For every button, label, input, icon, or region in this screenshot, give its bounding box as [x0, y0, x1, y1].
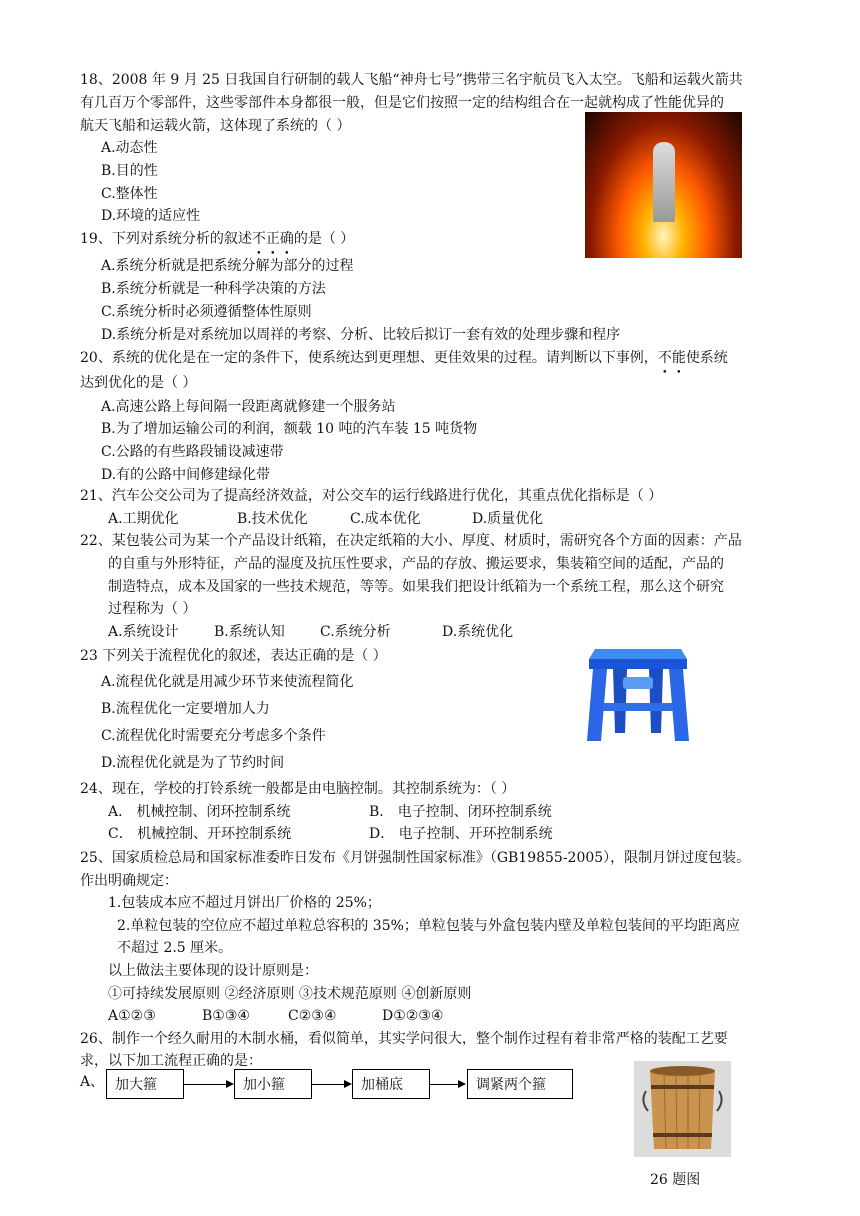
q25-option: B①③④ — [202, 1008, 250, 1024]
q20-stem — [80, 348, 728, 368]
q25-rule: 2.单粒包装的空位应不超过单粒总容积的 35%；单粒包装与外盒包装内壁及单粒包装间的平均距离应 — [117, 918, 740, 934]
q20-option: D.有的公路中间修建绿化带 — [101, 467, 271, 483]
emphasis-char: 正 — [265, 231, 280, 247]
q26-line: 26、制作一个经久耐用的木制水桶，看似简单，其实学问很大，整个制作过程有着非常严格的装配工艺要 — [80, 1031, 728, 1047]
q26-option-label: A、 — [80, 1074, 105, 1090]
q19-option: C.系统分析时必须遵循整体性原则 — [101, 304, 312, 320]
q23-option: B.流程优化一定要增加人力 — [101, 701, 270, 717]
flow-step: 加桶底 — [352, 1069, 430, 1099]
q23-stem: 23 下列关于流程优化的叙述，表达正确的是（ ） — [80, 648, 387, 664]
q25-line: 25、国家质检总局和国家标准委昨日发布《月饼强制性国家标准》（GB19855-2005），限制月饼过度包装。 — [80, 850, 751, 866]
q21-option: C.成本优化 — [350, 511, 421, 527]
q23-option: D.流程优化就是为了节约时间 — [101, 755, 285, 771]
q19-stem — [80, 229, 354, 249]
figure-caption: 26 题图 — [650, 1172, 701, 1188]
q18-line: 有几百万个零部件，这些零部件本身都很一般，但是它们按照一定的结构组合在一起就构成了性能优异的 — [80, 95, 724, 111]
q20-option: A.高速公路上每间隔一段距离就修建一个服务站 — [101, 399, 396, 415]
q22-option: C.系统分析 — [320, 624, 391, 640]
q19-stem-text: 的是（ ） — [293, 231, 355, 247]
q22-option: D.系统优化 — [442, 624, 514, 640]
q25-line: 作出明确规定： — [80, 873, 178, 889]
q25-option: A①②③ — [108, 1008, 156, 1024]
q19-option: B.系统分析就是一种科学决策的方法 — [101, 281, 326, 297]
q22-line: 22、某包装公司为某一个产品设计纸箱，在决定纸箱的大小、厚度、材质时，需研究各个方面的因素：产品 — [80, 533, 742, 549]
q22-option: A.系统设计 — [108, 624, 179, 640]
flow-step: 加小箍 — [234, 1069, 312, 1099]
q25-ask: 以上做法主要体现的设计原则是： — [108, 963, 318, 979]
q24-option: B． 电子控制、闭环控制系统 — [369, 804, 552, 820]
q21-option: B.技术优化 — [237, 511, 308, 527]
q18-option: B.目的性 — [101, 163, 158, 179]
q20-option: B.为了增加运输公司的利润，额载 10 吨的汽车装 15 吨货物 — [101, 421, 478, 437]
q26-line: 求，以下加工流程正确的是： — [80, 1053, 262, 1069]
q18-line: 18、2008 年 9 月 25 日我国自行研制的载人飞船“神舟七号”携带三名宇航员飞入太空。飞船和运载火箭共 — [80, 72, 743, 88]
q22-line: 制造特点，成本及国家的一些技术规范，等等。如果我们把设计纸箱为一个系统工程，那么这个研究 — [108, 579, 724, 595]
q19-option: A.系统分析就是把系统分解为部分的过程 — [101, 258, 354, 274]
q18-option: C.整体性 — [101, 186, 158, 202]
emphasis-char: 能 — [671, 350, 686, 366]
wooden-bucket-image — [634, 1061, 731, 1157]
q21-option: A.工期优化 — [108, 511, 179, 527]
q22-line: 的自重与外形特征，产品的湿度及抗压性要求，产品的存放、搬运要求，集装箱空间的适配，产品的 — [108, 556, 724, 572]
flow-arrow — [430, 1084, 464, 1085]
q20-option: C.公路的有些路段铺设减速带 — [101, 444, 284, 460]
q24-option: A． 机械控制、闭环控制系统 — [108, 804, 291, 820]
q25-rule: 1.包装成本应不超过月饼出厂价格的 25%； — [108, 895, 381, 911]
emphasis-char: 确 — [279, 231, 294, 247]
q24-option: D． 电子控制、开环控制系统 — [369, 826, 553, 842]
q18-option: D.环境的适应性 — [101, 208, 201, 224]
flow-step: 加大箍 — [106, 1069, 184, 1099]
flow-step: 调紧两个箍 — [467, 1069, 573, 1099]
q24-option: C． 机械控制、开环控制系统 — [108, 826, 292, 842]
q25-option: C②③④ — [288, 1008, 337, 1024]
q20-stem-text: 20、系统的优化是在一定的条件下，使系统达到更理想、更佳效果的过程。请判断以下事例， — [80, 350, 658, 366]
q18-option: A.动态性 — [101, 140, 158, 156]
q18-line: 航天飞船和运载火箭，这体现了系统的（ ） — [80, 118, 351, 134]
q20-stem-text: 使系统 — [685, 350, 728, 366]
q23-option: C.流程优化时需要充分考虑多个条件 — [101, 728, 326, 744]
q22-line: 过程称为（ ） — [108, 601, 197, 617]
q23-option: A.流程优化就是用减少环节来使流程简化 — [101, 674, 354, 690]
emphasis-char: 不 — [251, 231, 266, 247]
plastic-stool-image — [583, 643, 693, 743]
q20-line: 达到优化的是（ ） — [80, 375, 197, 391]
flow-arrow — [184, 1084, 232, 1085]
q22-option: B.系统认知 — [214, 624, 285, 640]
q25-principles: ①可持续发展原则 ②经济原则 ③技术规范原则 ④创新原则 — [108, 986, 472, 1002]
q21-stem: 21、汽车公交公司为了提高经济效益，对公交车的运行线路进行优化，其重点优化指标是（ ） — [80, 488, 663, 504]
emphasis-char: 不 — [657, 350, 672, 366]
q25-option: D①②③④ — [382, 1008, 444, 1024]
q25-rule: 不超过 2.5 厘米。 — [117, 940, 233, 956]
q24-stem: 24、现在，学校的打铃系统一般都是由电脑控制。其控制系统为：（ ） — [80, 781, 516, 797]
q19-option: D.系统分析是对系统加以周祥的考察、分析、比较后拟订一套有效的处理步骤和程序 — [101, 327, 621, 343]
q19-stem-text: 19、下列对系统分析的叙述 — [80, 231, 252, 247]
rocket-launch-image — [585, 112, 742, 258]
flow-arrow — [312, 1084, 350, 1085]
q21-option: D.质量优化 — [472, 511, 544, 527]
